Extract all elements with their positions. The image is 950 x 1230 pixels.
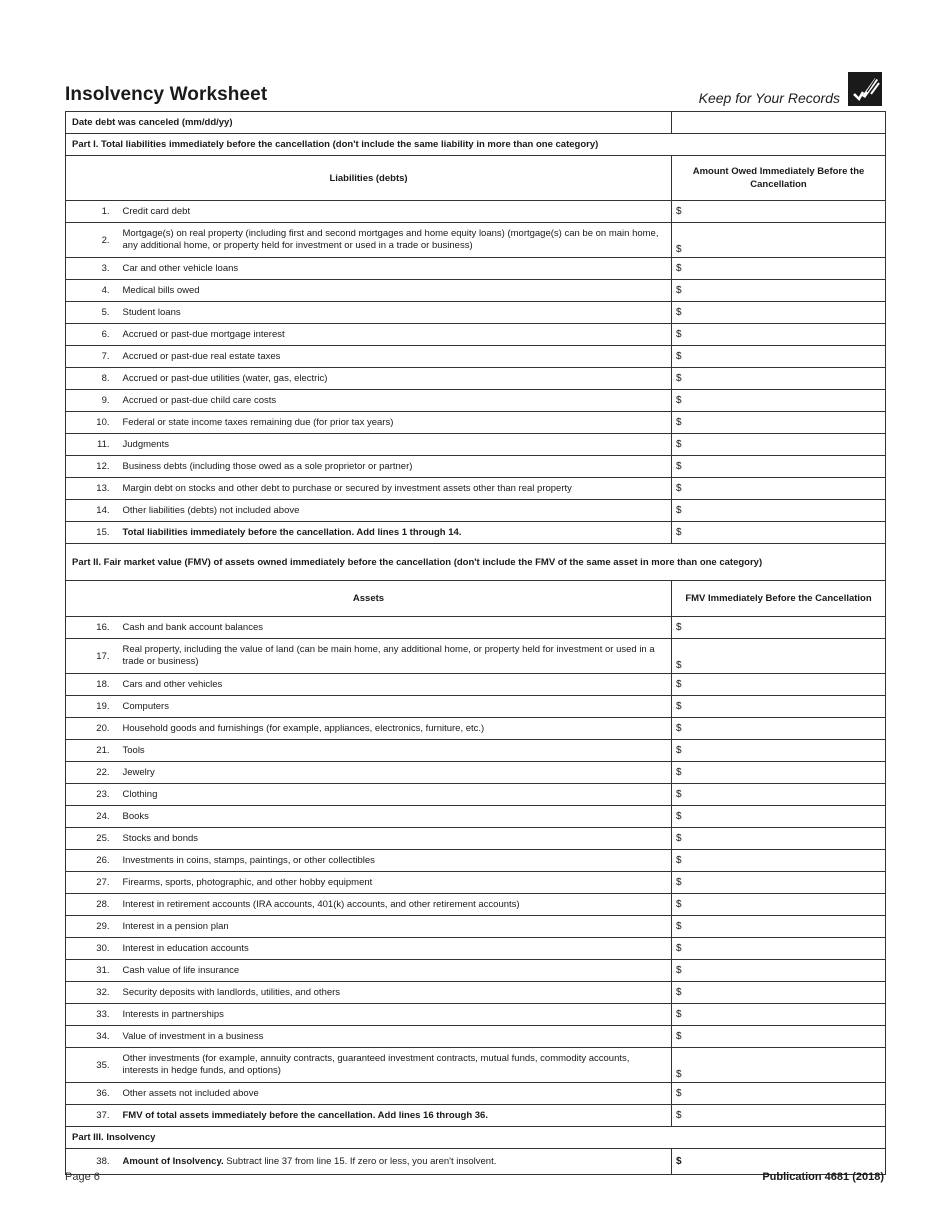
line-label: Security deposits with landlords, utilities, and others — [116, 982, 672, 1004]
line-8-row — [66, 368, 886, 390]
line-number: 27. — [66, 872, 116, 894]
amount-field[interactable]: $ — [672, 390, 886, 412]
line-label: Total liabilities immediately before the cancellation. Add lines 1 through 14. — [116, 522, 672, 544]
line-label: Clothing — [116, 784, 672, 806]
line-label: Business debts (including those owed as a sole proprietor or partner) — [116, 456, 672, 478]
amount-field[interactable]: $ — [672, 639, 886, 674]
line-31-row — [66, 960, 886, 982]
amount-field[interactable]: $ — [672, 412, 886, 434]
amount-field[interactable]: $ — [672, 280, 886, 302]
line-label: Cash and bank account balances — [116, 617, 672, 639]
line-label: Stocks and bonds — [116, 828, 672, 850]
amount-field[interactable]: $ — [672, 478, 886, 500]
line-number: 24. — [66, 806, 116, 828]
line-36-row — [66, 1083, 886, 1105]
line-24-row — [66, 806, 886, 828]
line-number: 32. — [66, 982, 116, 1004]
amount-field[interactable]: $ — [672, 872, 886, 894]
line-3-row — [66, 258, 886, 280]
part1-title: Part I. Total liabilities immediately before the cancellation (don't include the same liability in more than one category) — [66, 134, 886, 156]
amount-field[interactable]: $ — [672, 696, 886, 718]
line-label: Accrued or past-due mortgage interest — [116, 324, 672, 346]
keep-records-note: Keep for Your Records — [698, 90, 840, 106]
line-number: 28. — [66, 894, 116, 916]
line-number: 22. — [66, 762, 116, 784]
line-label: Value of investment in a business — [116, 1026, 672, 1048]
line-number: 26. — [66, 850, 116, 872]
amount-field[interactable]: $ — [672, 456, 886, 478]
line-label: Firearms, sports, photographic, and other hobby equipment — [116, 872, 672, 894]
amount-field[interactable]: $ — [672, 916, 886, 938]
line-number: 3. — [66, 258, 116, 280]
amount-field[interactable]: $ — [672, 500, 886, 522]
amount-field[interactable]: $ — [672, 302, 886, 324]
amount-field[interactable]: $ — [672, 982, 886, 1004]
amount-field[interactable]: $ — [672, 522, 886, 544]
part1-amount-header: Amount Owed Immediately Before the Cancellation — [672, 156, 886, 201]
page-title: Insolvency Worksheet — [65, 84, 268, 105]
amount-field[interactable]: $ — [672, 850, 886, 872]
line-9-row — [66, 390, 886, 412]
line-4-row — [66, 280, 886, 302]
line-label: Mortgage(s) on real property (including first and second mortgages and home equity loans) (mortgage(s) can be on main home, any additional home, or property held for investment or used in a trade or business) — [116, 223, 672, 258]
insolvency-worksheet-table — [65, 111, 886, 1175]
amount-field[interactable]: $ — [672, 894, 886, 916]
line-label: Student loans — [116, 302, 672, 324]
amount-field[interactable]: $ — [672, 617, 886, 639]
line-label: Interest in retirement accounts (IRA accounts, 401(k) accounts, and other retirement accounts) — [116, 894, 672, 916]
line-number: 14. — [66, 500, 116, 522]
line-6-row — [66, 324, 886, 346]
line-number: 29. — [66, 916, 116, 938]
part1-column-header — [66, 156, 886, 201]
line-number: 25. — [66, 828, 116, 850]
line-19-row — [66, 696, 886, 718]
line-number: 8. — [66, 368, 116, 390]
amount-field[interactable]: $ — [672, 784, 886, 806]
line-number: 31. — [66, 960, 116, 982]
line-label: Judgments — [116, 434, 672, 456]
line-number: 33. — [66, 1004, 116, 1026]
line-number: 7. — [66, 346, 116, 368]
line-number: 5. — [66, 302, 116, 324]
line-label: Investments in coins, stamps, paintings, or other collectibles — [116, 850, 672, 872]
line-number: 9. — [66, 390, 116, 412]
amount-field[interactable]: $ — [672, 346, 886, 368]
amount-field[interactable]: $ — [672, 1048, 886, 1083]
line-23-row — [66, 784, 886, 806]
line-10-row — [66, 412, 886, 434]
amount-field[interactable]: $ — [672, 938, 886, 960]
amount-field[interactable]: $ — [672, 960, 886, 982]
line-2-row — [66, 223, 886, 258]
line-number: 37. — [66, 1105, 116, 1127]
line-label: Federal or state income taxes remaining due (for prior tax years) — [116, 412, 672, 434]
line-number: 18. — [66, 674, 116, 696]
line-label: FMV of total assets immediately before the cancellation. Add lines 16 through 36. — [116, 1105, 672, 1127]
line-label: Credit card debt — [116, 201, 672, 223]
line-number: 15. — [66, 522, 116, 544]
amount-field[interactable]: $ — [672, 1149, 886, 1175]
line-22-row — [66, 762, 886, 784]
line-28-row — [66, 894, 886, 916]
amount-field[interactable]: $ — [672, 1026, 886, 1048]
amount-field[interactable]: $ — [672, 258, 886, 280]
line-label: Jewelry — [116, 762, 672, 784]
line-number: 17. — [66, 639, 116, 674]
page-number: Page 6 — [65, 1171, 100, 1183]
line-label: Interests in partnerships — [116, 1004, 672, 1026]
line-20-row — [66, 718, 886, 740]
line-35-row — [66, 1048, 886, 1083]
amount-field[interactable]: $ — [672, 223, 886, 258]
line-number: 38. — [66, 1149, 116, 1175]
line-label: Accrued or past-due utilities (water, gas, electric) — [116, 368, 672, 390]
line-label: Medical bills owed — [116, 280, 672, 302]
amount-field[interactable]: $ — [672, 434, 886, 456]
line-7-row — [66, 346, 886, 368]
line-number: 13. — [66, 478, 116, 500]
line-33-row — [66, 1004, 886, 1026]
amount-field[interactable]: $ — [672, 806, 886, 828]
line-number: 10. — [66, 412, 116, 434]
line-number: 36. — [66, 1083, 116, 1105]
line-number: 2. — [66, 223, 116, 258]
pencil-checkmark-icon — [848, 72, 882, 106]
line-label: Car and other vehicle loans — [116, 258, 672, 280]
amount-field[interactable]: $ — [672, 740, 886, 762]
amount-field[interactable]: $ — [672, 324, 886, 346]
line-34-row — [66, 1026, 886, 1048]
line-label: Computers — [116, 696, 672, 718]
amount-field[interactable]: $ — [672, 828, 886, 850]
part2-column-header — [66, 581, 886, 617]
line-11-row — [66, 434, 886, 456]
amount-field[interactable]: $ — [672, 201, 886, 223]
amount-field[interactable]: $ — [672, 368, 886, 390]
part2-amount-header: FMV Immediately Before the Cancellation — [672, 581, 886, 617]
line-label: Other assets not included above — [116, 1083, 672, 1105]
line-label — [116, 1149, 672, 1175]
line-number: 34. — [66, 1026, 116, 1048]
amount-field[interactable]: $ — [672, 674, 886, 696]
date-canceled-label: Date debt was canceled (mm/dd/yy) — [66, 112, 672, 134]
line-32-row — [66, 982, 886, 1004]
line-15-row — [66, 522, 886, 544]
amount-field[interactable]: $ — [672, 1004, 886, 1026]
part2-title: Part II. Fair market value (FMV) of assets owned immediately before the cancellation (don't include the FMV of the same asset in more than one category) — [66, 544, 886, 581]
part1-heading-row — [66, 134, 886, 156]
line-26-row — [66, 850, 886, 872]
line-1-row — [66, 201, 886, 223]
line-label: Other investments (for example, annuity contracts, guaranteed investment contracts, mutual funds, commodity accounts, interests in hedge funds, and options) — [116, 1048, 672, 1083]
part2-heading-row — [66, 544, 886, 581]
line-21-row — [66, 740, 886, 762]
line-number: 20. — [66, 718, 116, 740]
line-label: Margin debt on stocks and other debt to purchase or secured by investment assets other than real property — [116, 478, 672, 500]
date-canceled-field[interactable] — [672, 112, 886, 134]
line-number: 6. — [66, 324, 116, 346]
part1-desc-header: Liabilities (debts) — [66, 156, 672, 201]
line-18-row — [66, 674, 886, 696]
line-number: 30. — [66, 938, 116, 960]
line-number: 35. — [66, 1048, 116, 1083]
line-14-row — [66, 500, 886, 522]
line-30-row — [66, 938, 886, 960]
line-number: 23. — [66, 784, 116, 806]
line-label: Cash value of life insurance — [116, 960, 672, 982]
line-25-row — [66, 828, 886, 850]
line-5-row — [66, 302, 886, 324]
part3-title: Part III. Insolvency — [66, 1127, 886, 1149]
line-16-row — [66, 617, 886, 639]
line-number: 4. — [66, 280, 116, 302]
line-number: 21. — [66, 740, 116, 762]
line-12-row — [66, 456, 886, 478]
line-37-row — [66, 1105, 886, 1127]
line-label: Real property, including the value of land (can be main home, any additional home, or property held for investment or used in a trade or business) — [116, 639, 672, 674]
part2-desc-header: Assets — [66, 581, 672, 617]
amount-field[interactable]: $ — [672, 1105, 886, 1127]
line-label: Cars and other vehicles — [116, 674, 672, 696]
line-label: Accrued or past-due child care costs — [116, 390, 672, 412]
line-number: 1. — [66, 201, 116, 223]
line-label-rest: Subtract line 37 from line 15. If zero or less, you aren't insolvent. — [223, 1155, 497, 1167]
line-label: Interest in a pension plan — [116, 916, 672, 938]
line-number: 12. — [66, 456, 116, 478]
line-label-bold: Amount of Insolvency. — [122, 1155, 224, 1167]
line-27-row — [66, 872, 886, 894]
date-canceled-row — [66, 112, 886, 134]
line-label: Other liabilities (debts) not included above — [116, 500, 672, 522]
publication-label: Publication 4681 (2018) — [762, 1171, 884, 1183]
line-label: Household goods and furnishings (for example, appliances, electronics, furniture, etc.) — [116, 718, 672, 740]
line-label: Interest in education accounts — [116, 938, 672, 960]
line-label: Tools — [116, 740, 672, 762]
amount-field[interactable]: $ — [672, 718, 886, 740]
amount-field[interactable]: $ — [672, 762, 886, 784]
line-number: 11. — [66, 434, 116, 456]
line-label: Accrued or past-due real estate taxes — [116, 346, 672, 368]
amount-field[interactable]: $ — [672, 1083, 886, 1105]
line-29-row — [66, 916, 886, 938]
line-label: Books — [116, 806, 672, 828]
part3-heading-row — [66, 1127, 886, 1149]
line-number: 16. — [66, 617, 116, 639]
line-13-row — [66, 478, 886, 500]
line-number: 19. — [66, 696, 116, 718]
line-17-row — [66, 639, 886, 674]
